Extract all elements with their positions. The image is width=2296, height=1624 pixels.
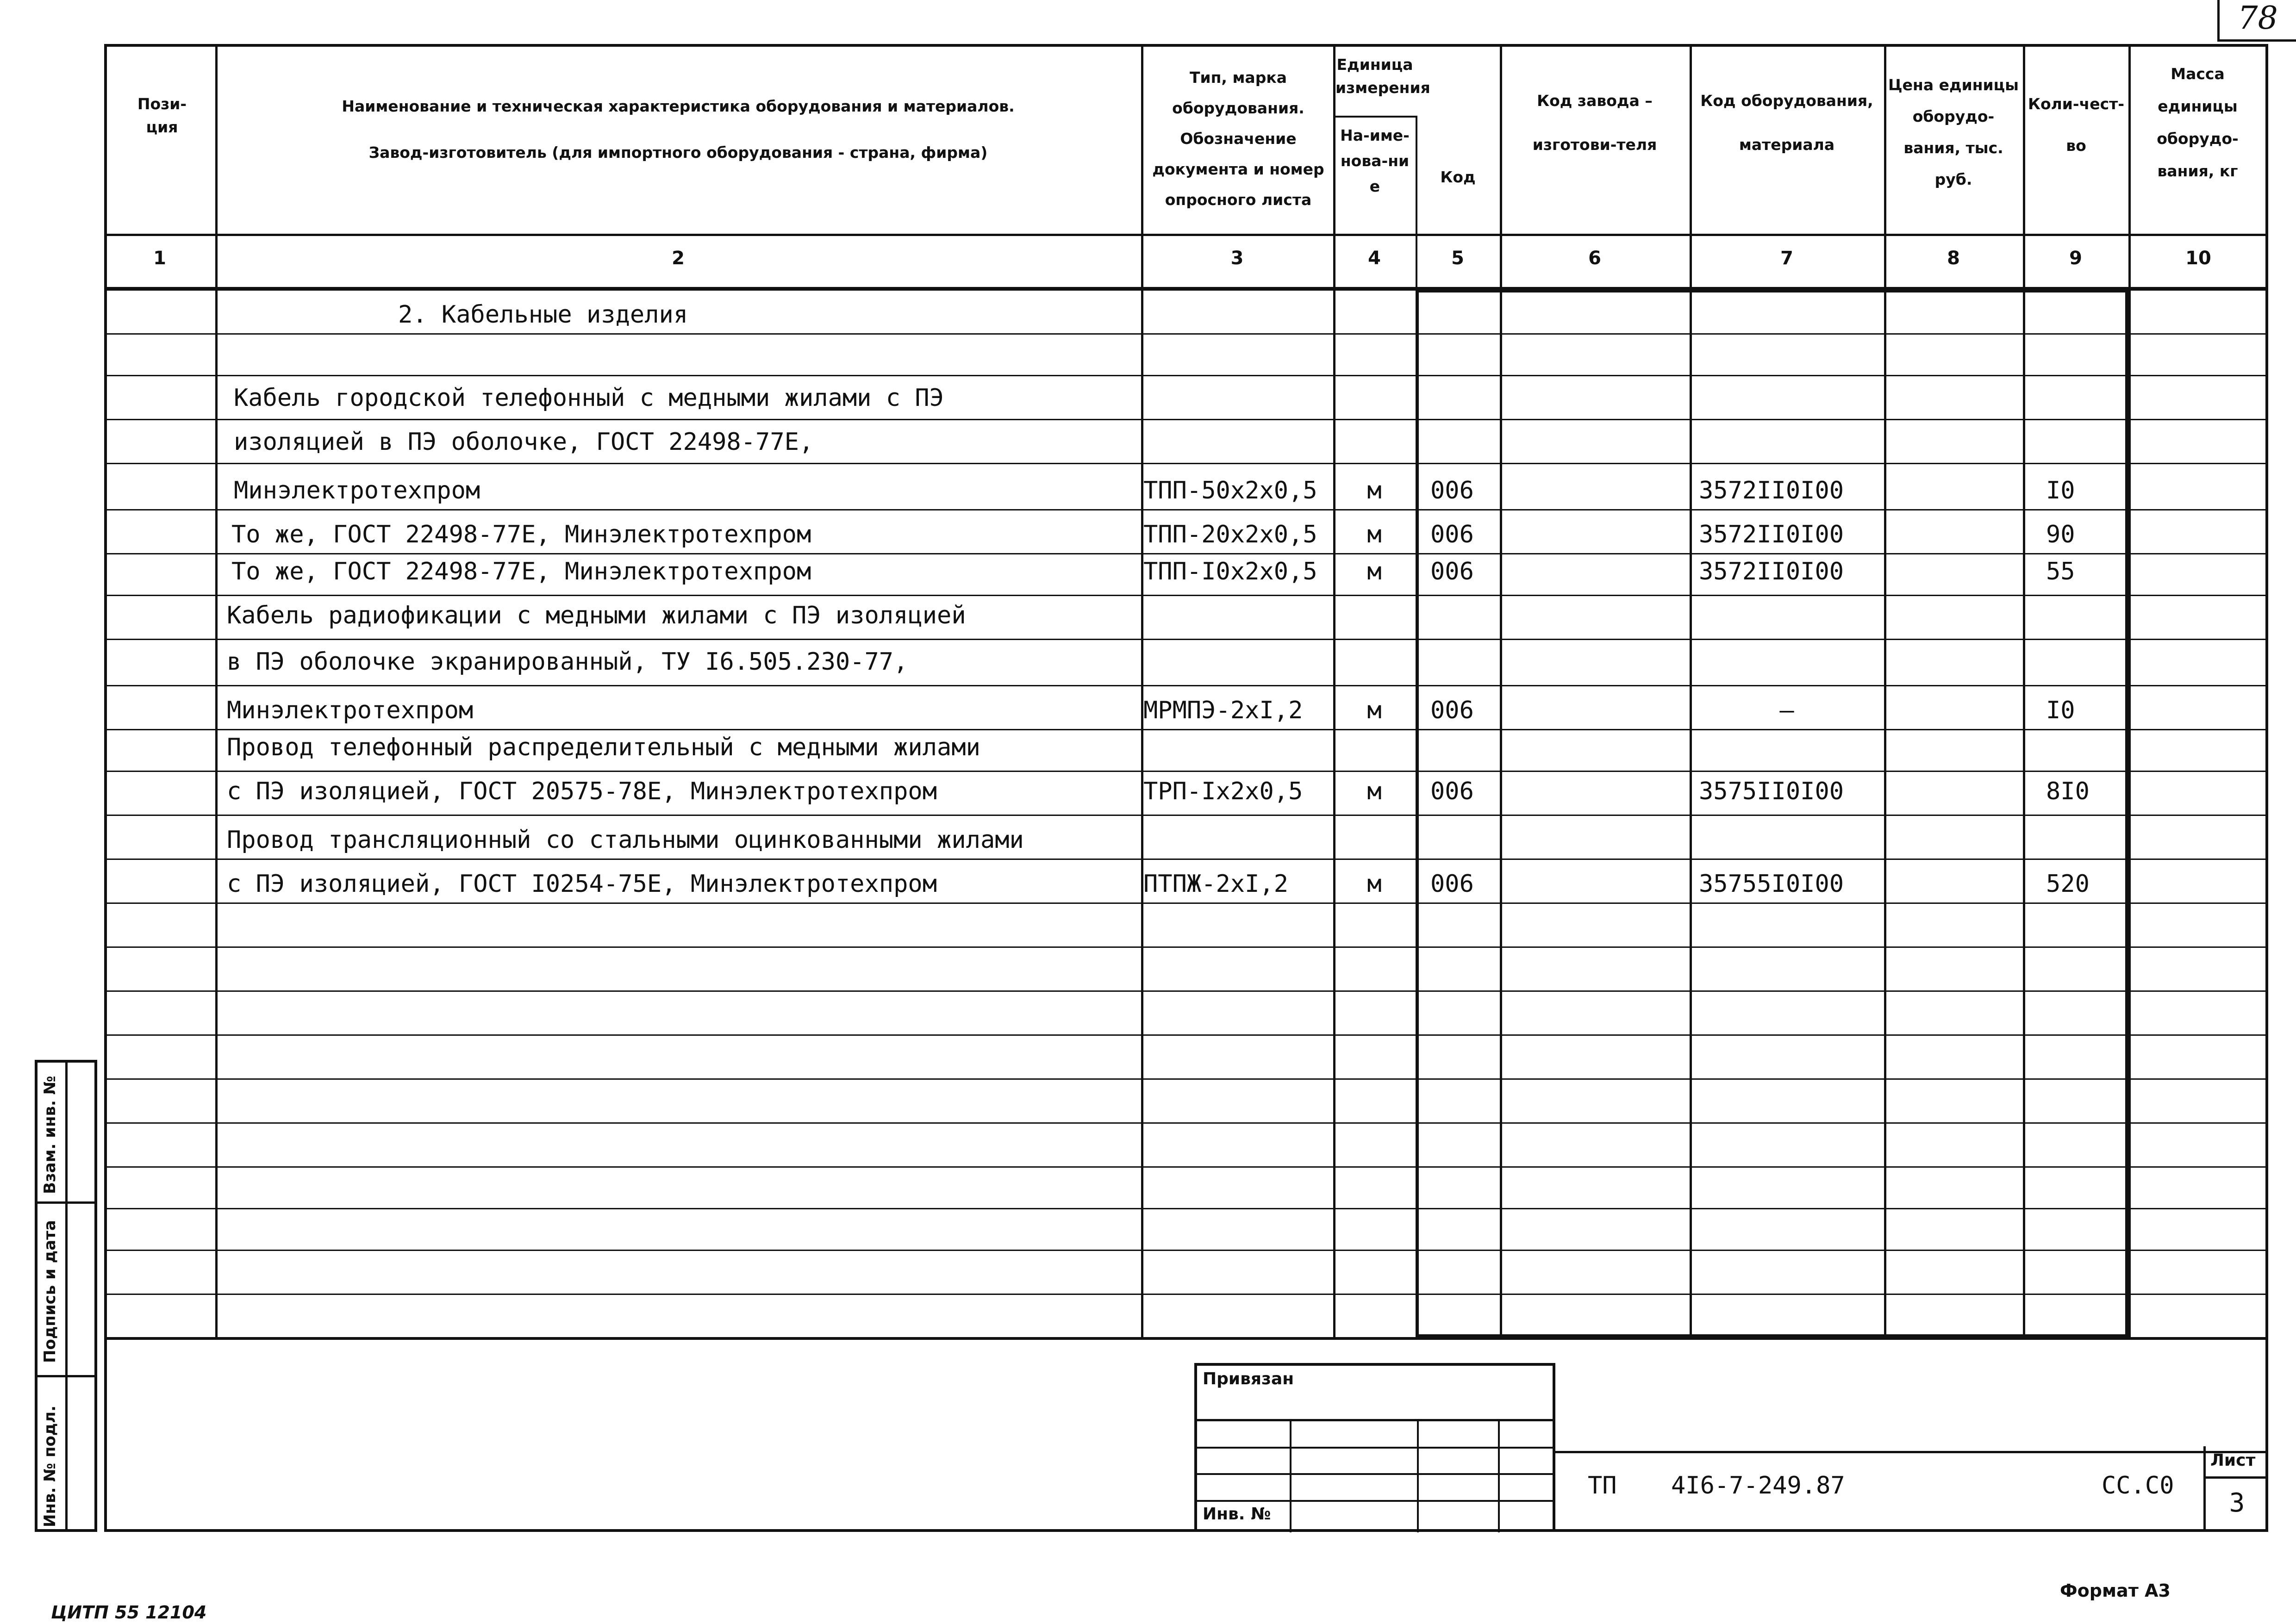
item-name: 2. Кабельные изделия <box>398 301 688 329</box>
header-price: Цена единицы оборудо-вания, тыс. руб. <box>1888 76 2019 188</box>
item-type: ТПП-I0х2х0,5 <box>1143 558 1317 585</box>
highlight-box <box>1416 289 2128 1338</box>
item-unit: м <box>1367 521 1382 548</box>
header-mass: Масса единицы оборудо-вания, кг <box>2157 65 2239 180</box>
item-unit: м <box>1367 477 1382 504</box>
column-number: 10 <box>2185 248 2211 269</box>
item-name: Кабель радиофикации с медными жилами с ПЭ изоляцией <box>227 602 966 629</box>
item-type: ТРП-Iх2х0,5 <box>1143 778 1303 805</box>
item-name: Провод трансляционный со стальными оцинкованными жилами <box>227 826 1024 854</box>
item-unit: м <box>1367 697 1382 724</box>
header-type: Тип, марка оборудования. Обозначение документа и номер опросного листа <box>1152 68 1324 209</box>
item-unit: м <box>1367 558 1382 585</box>
item-material-code: 3575II0I00 <box>1699 778 1844 805</box>
item-quantity: 55 <box>2046 558 2075 585</box>
column-number: 6 <box>1588 248 1601 269</box>
doc-line <box>1555 1451 2268 1453</box>
header-unit-code: Код <box>1440 168 1476 186</box>
doc-number: 4I6-7-249.87 <box>1671 1472 1845 1500</box>
column-divider <box>1333 44 1335 1340</box>
item-material-code: 3572II0I00 <box>1699 477 1844 504</box>
inv-no-label: Инв. № <box>1203 1505 1271 1524</box>
archive-number: ЦИТП 55 12104 <box>51 1602 207 1623</box>
column-number: 1 <box>153 248 166 269</box>
item-type: ТПП-50х2х0,5 <box>1143 477 1317 504</box>
column-number: 3 <box>1230 248 1244 269</box>
item-unit-code: 006 <box>1430 521 1474 548</box>
item-name: Провод телефонный распределительный с медными жилами <box>227 734 980 761</box>
title-block <box>104 1338 2268 1532</box>
column-number: 8 <box>1947 248 1960 269</box>
item-unit: м <box>1367 870 1382 898</box>
column-number: 4 <box>1368 248 1381 269</box>
column-divider <box>2128 44 2131 1340</box>
vzam-label: Взам. инв. № <box>41 1076 59 1194</box>
column-number: 7 <box>1780 248 1793 269</box>
privyazan-label: Привязан <box>1203 1369 1294 1388</box>
header-unit: Единица измерения <box>1335 56 1430 97</box>
item-quantity: I0 <box>2046 697 2075 724</box>
item-name: изоляцией в ПЭ оболочке, ГОСТ 22498-77Е, <box>234 428 814 456</box>
sheet-number: 78 <box>2238 0 2278 37</box>
item-unit-code: 006 <box>1430 870 1474 898</box>
sheet-number-box <box>2217 0 2296 42</box>
item-unit-code: 006 <box>1430 697 1474 724</box>
header-divider <box>104 234 2268 236</box>
header-position: Пози- ция <box>137 95 187 136</box>
item-material-code: – <box>1779 697 1794 724</box>
item-unit-code: 006 <box>1430 558 1474 585</box>
item-name: Минэлектротехпром <box>227 697 474 724</box>
item-unit-code: 006 <box>1430 778 1474 805</box>
column-divider <box>1141 44 1143 1340</box>
list-box <box>2203 1446 2268 1532</box>
podpis-label: Подпись и дата <box>41 1220 59 1363</box>
unit-subheader-line <box>1333 116 1416 118</box>
item-material-code: 3572II0I00 <box>1699 521 1844 548</box>
item-name: с ПЭ изоляцией, ГОСТ 20575-78Е, Минэлектротехпром <box>227 778 937 805</box>
item-type: ТПП-20х2х0,5 <box>1143 521 1317 548</box>
item-material-code: 3572II0I00 <box>1699 558 1844 585</box>
privyazan-block <box>1194 1363 1555 1532</box>
item-name: Минэлектротехпром <box>234 477 480 504</box>
item-name: То же, ГОСТ 22498-77Е, Минэлектротехпром <box>231 558 811 585</box>
column-number: 2 <box>672 248 685 269</box>
item-unit-code: 006 <box>1430 477 1474 504</box>
header-factory-code: Код завода – изготови-теля <box>1532 92 1657 154</box>
header-name-line1: Наименование и техническая характеристика оборудования и материалов. <box>342 97 1015 115</box>
format-label: Формат А3 <box>2060 1580 2171 1601</box>
header-material-code: Код оборудования, материала <box>1700 92 1873 154</box>
item-quantity: I0 <box>2046 477 2075 504</box>
column-number: 5 <box>1451 248 1464 269</box>
tp-label: ТП <box>1588 1472 1617 1500</box>
item-quantity: 8I0 <box>2046 778 2090 805</box>
item-type: ПТПЖ-2хI,2 <box>1143 870 1289 898</box>
inv-podl-label: Инв. № подл. <box>41 1405 59 1527</box>
item-name: с ПЭ изоляцией, ГОСТ I0254-75Е, Минэлектротехпром <box>227 870 937 898</box>
item-quantity: 520 <box>2046 870 2090 898</box>
item-unit: м <box>1367 778 1382 805</box>
column-number: 9 <box>2069 248 2082 269</box>
item-type: МРМПЭ-2хI,2 <box>1143 697 1303 724</box>
item-name: Кабель городской телефонный с медными жилами с ПЭ <box>234 384 944 412</box>
list-number: 3 <box>2229 1488 2245 1518</box>
header-name-line2: Завод-изготовитель (для импортного оборудования - страна, фирма) <box>368 143 988 162</box>
header-qty: Коли-чест-во <box>2028 95 2125 155</box>
column-divider <box>215 44 218 1340</box>
item-name: в ПЭ оболочке экранированный, ТУ I6.505.230-77, <box>227 648 908 676</box>
item-name: То же, ГОСТ 22498-77Е, Минэлектротехпром <box>231 521 811 548</box>
item-quantity: 90 <box>2046 521 2075 548</box>
doc-code: СС.С0 <box>2102 1472 2174 1500</box>
item-material-code: 35755I0I00 <box>1699 870 1844 898</box>
header-unit-name: На-име-нова-ние <box>1340 126 1410 195</box>
list-label: Лист <box>2210 1451 2256 1470</box>
